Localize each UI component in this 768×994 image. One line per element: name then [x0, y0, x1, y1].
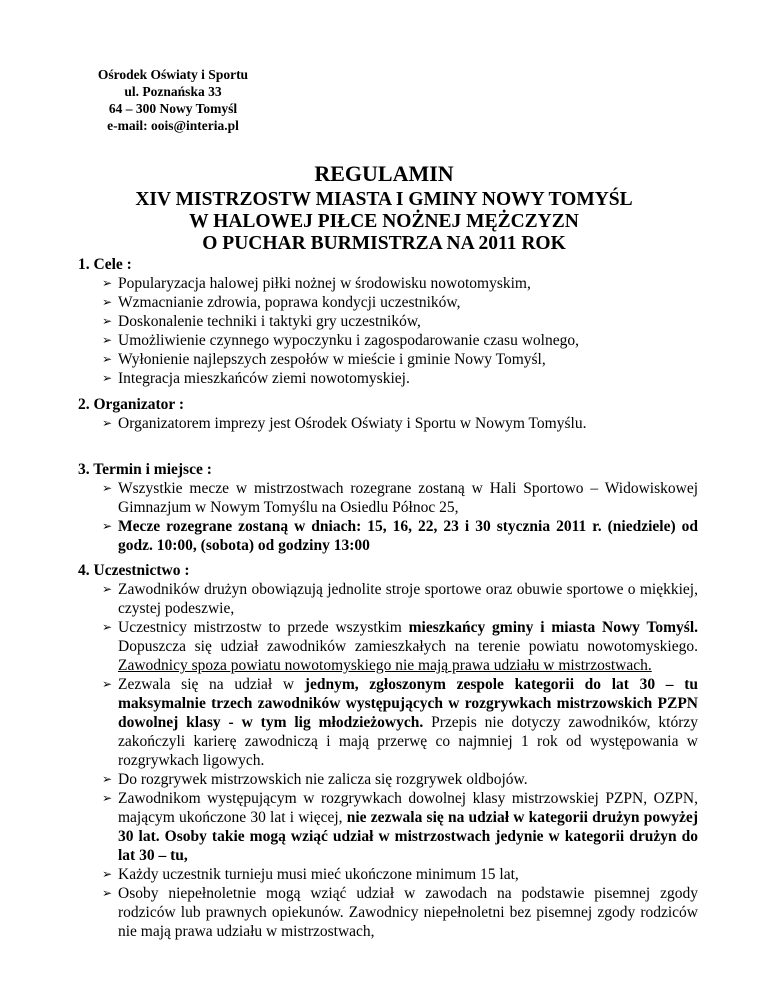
arrow-bullet-icon: ➢	[102, 791, 113, 805]
org-city: 64 – 300 Nowy Tomyśl	[108, 101, 238, 116]
list-item: ➢ Każdy uczestnik turnieju musi mieć ukończone minimum 15 lat,	[102, 866, 519, 883]
list-item: ➢ Wzmacnianie zdrowia, poprawa kondycji uczestników,	[102, 294, 461, 311]
section-heading: 1. Cele :	[78, 256, 132, 273]
org-street: ul. Poznańska 33	[124, 84, 222, 99]
arrow-bullet-icon: ➢	[102, 620, 113, 634]
org-email: e-mail: oois@interia.pl	[107, 118, 239, 133]
document-subtitle-1: XIV MISTRZOSTW MIASTA I GMINY NOWY TOMYŚL	[135, 189, 633, 210]
section-uczestnictwo	[78, 561, 698, 941]
arrow-bullet-icon: ➢	[102, 352, 113, 366]
arrow-bullet-icon: ➢	[102, 314, 113, 328]
arrow-bullet-icon: ➢	[102, 677, 113, 691]
bullet-list	[78, 274, 698, 388]
organization-header	[78, 66, 268, 134]
list-item: ➢ Mecze rozegrane zostaną w dniach: 15, 16, 22, 23 i 30 stycznia 2011 r. (niedziele) od godz. 10:00, (sobota) od godziny 13:00	[102, 518, 698, 554]
list-item: ➢ Organizatorem imprezy jest Ośrodek Oświaty i Sportu w Nowym Tomyślu.	[102, 415, 587, 432]
org-name: Ośrodek Oświaty i Sportu	[97, 67, 249, 82]
list-item: ➢ Uczestnicy mistrzostw to przede wszystkim mieszkańcy gminy i miasta Nowy Tomyśl. Dopuszcza się udział zawodników zamieszkałych na terenie powiatu nowotomyskiego. Zawodnicy spoza powiatu nowotomyskiego nie mają prawa udziału w mistrzostwach.	[102, 619, 698, 674]
document-subtitle-3: O PUCHAR BURMISTRZA NA 2011 ROK	[202, 233, 566, 254]
list-item: ➢ Integracja mieszkańców ziemi nowotomyskiej.	[102, 370, 410, 387]
section-termin	[78, 460, 698, 555]
arrow-bullet-icon: ➢	[102, 295, 113, 309]
arrow-bullet-icon: ➢	[102, 772, 113, 786]
arrow-bullet-icon: ➢	[102, 867, 113, 881]
document-title: REGULAMIN	[314, 161, 454, 186]
arrow-bullet-icon: ➢	[102, 582, 113, 596]
section-organizator	[78, 395, 698, 433]
arrow-bullet-icon: ➢	[102, 276, 113, 290]
bullet-list	[78, 479, 698, 555]
arrow-bullet-icon: ➢	[102, 481, 113, 495]
list-item: ➢ Wyłonienie najlepszych zespołów w mieście i gminie Nowy Tomyśl,	[102, 351, 546, 368]
arrow-bullet-icon: ➢	[102, 886, 113, 900]
section-heading: 4. Uczestnictwo :	[78, 562, 190, 579]
list-item: ➢ Umożliwienie czynnego wypoczynku i zagospodarowanie czasu wolnego,	[102, 332, 579, 349]
section-heading: 2. Organizator :	[78, 396, 185, 413]
bullet-list	[78, 580, 698, 941]
arrow-bullet-icon: ➢	[102, 519, 113, 533]
document-subtitle-2: W HALOWEJ PIŁCE NOŻNEJ MĘŻCZYZN	[189, 211, 579, 232]
list-item: ➢ Zezwala się na udział w jednym, zgłoszonym zespole kategorii do lat 30 – tu maksymalnie trzech zawodników występujących w rozgrywkach mistrzowskich PZPN dowolnej klasy - w tym lig młodzieżowych. Przepis nie dotyczy zawodników, którzy zakończyli karierę zawodniczą i mają przerwę co najmniej 1 rok od występowania w rozgrywkach ligowych.	[102, 676, 698, 769]
section-heading: 3. Termin i miejsce :	[78, 461, 212, 478]
arrow-bullet-icon: ➢	[102, 371, 113, 385]
section-cele	[78, 255, 698, 388]
list-item: ➢ Popularyzacja halowej piłki nożnej w środowisku nowotomyskim,	[102, 275, 531, 292]
list-item: ➢ Wszystkie mecze w mistrzostwach rozegrane zostaną w Hali Sportowo – Widowiskowej Gimnazjum w Nowym Tomyślu na Osiedlu Północ 25,	[102, 480, 698, 516]
list-item: ➢ Zawodników drużyn obowiązują jednolite stroje sportowe oraz obuwie sportowe o miękkiej, czystej podeszwie,	[102, 581, 698, 617]
arrow-bullet-icon: ➢	[102, 333, 113, 347]
list-item: ➢ Do rozgrywek mistrzowskich nie zalicza się rozgrywek oldbojów.	[102, 771, 528, 788]
list-item: ➢ Doskonalenie techniki i taktyki gry uczestników,	[102, 313, 421, 330]
bullet-list	[78, 414, 698, 433]
list-item: ➢ Zawodnikom występującym w rozgrywkach dowolnej klasy mistrzowskiej PZPN, OZPN, mającym ukończone 30 lat i więcej, nie zezwala się na udział w kategorii drużyn powyżej 30 lat. Osoby takie mogą wziąć udział w mistrzostwach jedynie w kategorii drużyn do lat 30 – tu,	[102, 790, 698, 864]
list-item: ➢ Osoby niepełnoletnie mogą wziąć udział w zawodach na podstawie pisemnej zgody rodziców lub prawnych opiekunów. Zawodnicy niepełnoletni bez pisemnej zgody rodziców nie mają prawa udziału w mistrzostwach,	[102, 885, 698, 940]
arrow-bullet-icon: ➢	[102, 416, 113, 430]
